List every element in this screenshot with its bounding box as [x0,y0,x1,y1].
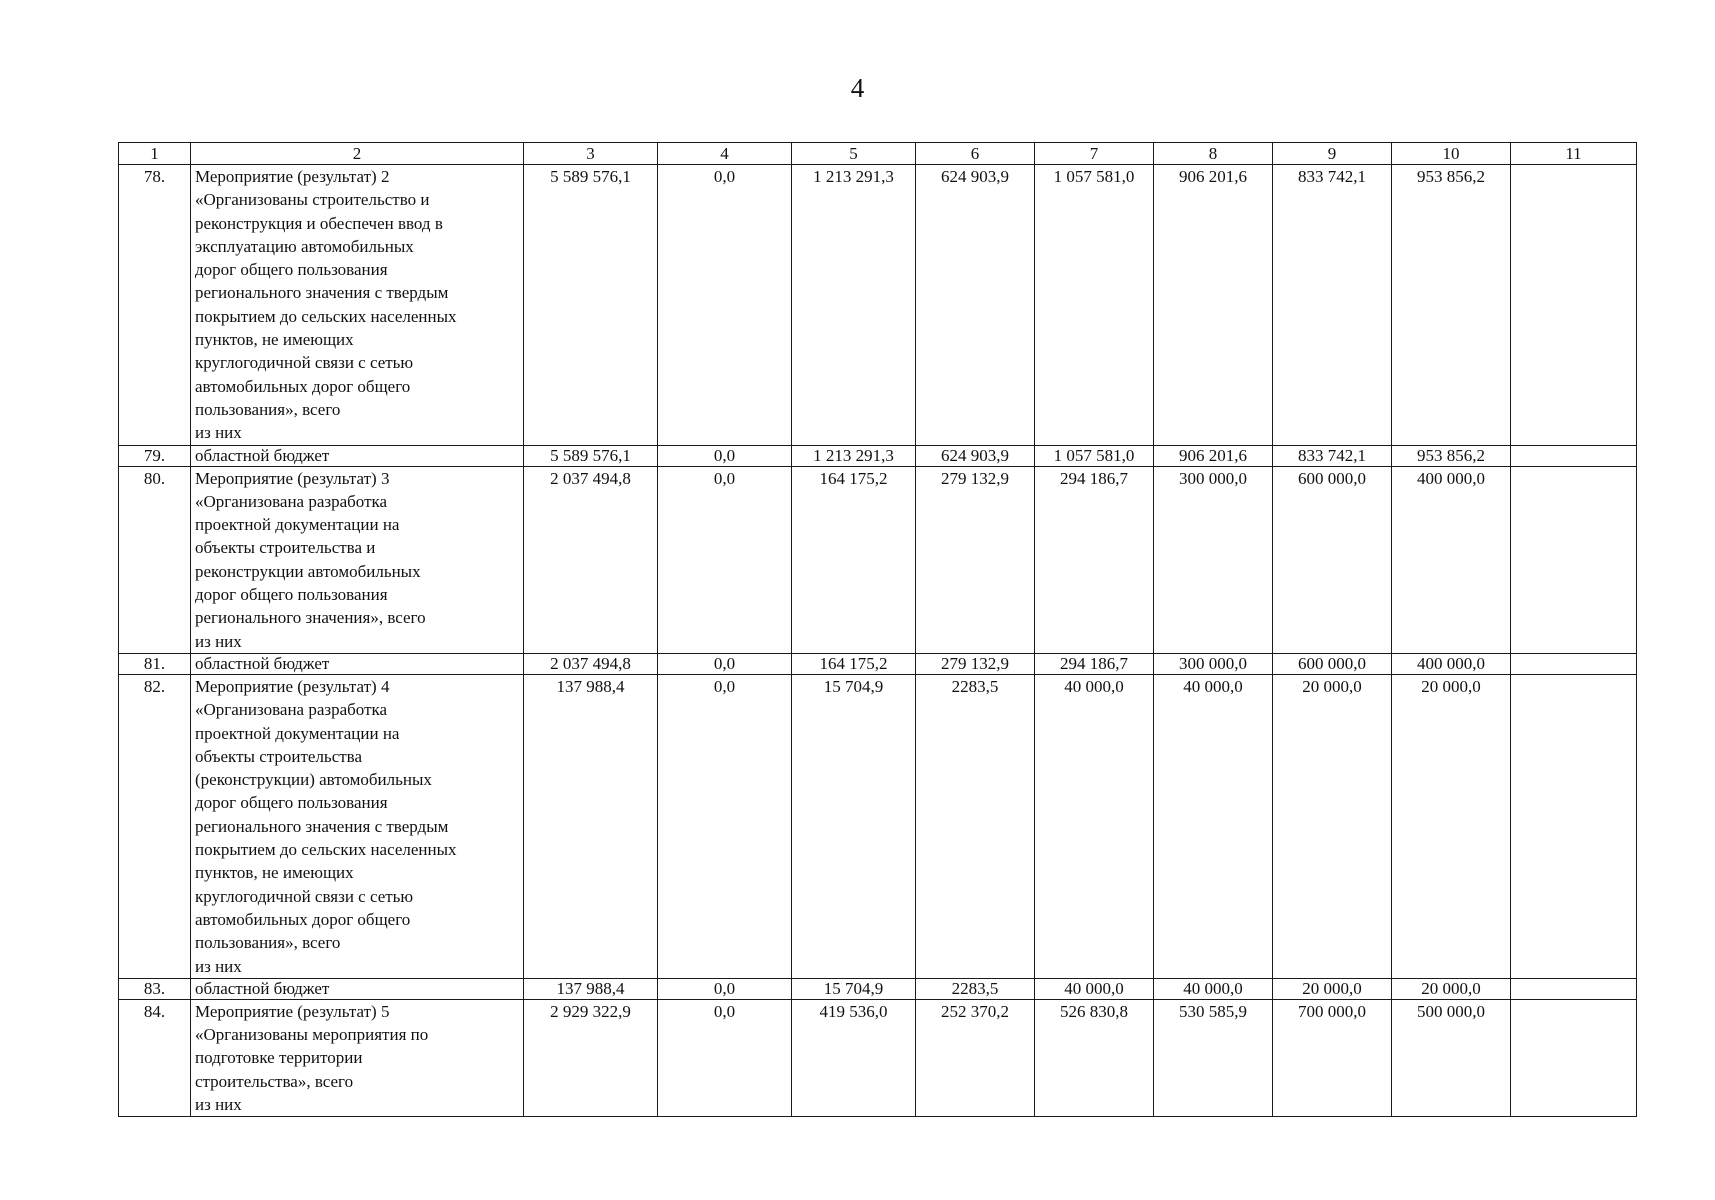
value-cell: 400 000,0 [1392,466,1511,653]
value-cell: 15 704,9 [792,674,916,978]
value-cell: 1 213 291,3 [792,165,916,446]
value-cell: 40 000,0 [1154,674,1273,978]
description-line: из них [195,631,242,651]
description-line: Мероприятие (результат) 5 [195,1001,390,1021]
value-cell: 279 132,9 [916,466,1035,653]
description-line: круглогодичной связи с сетью [195,886,414,906]
value-cell: 2283,5 [916,978,1035,999]
row-description [191,978,524,999]
row-description [191,466,524,653]
value-cell: 833 742,1 [1273,165,1392,446]
description-line: пользования», всего [195,399,341,419]
description-line: пользования», всего [195,933,341,953]
description-line: дорог общего пользования [195,585,388,605]
value-cell: 300 000,0 [1154,466,1273,653]
value-cell: 40 000,0 [1035,674,1154,978]
description-line: «Организована разработка [195,700,388,720]
row-description [191,674,524,978]
value-cell: 0,0 [658,466,792,653]
description-line: Мероприятие (результат) 2 [195,167,390,186]
value-cell: 600 000,0 [1273,466,1392,653]
value-cell: 279 132,9 [916,653,1035,674]
value-cell: 0,0 [658,653,792,674]
value-cell: 252 370,2 [916,999,1035,1116]
value-cell: 2 929 322,9 [524,999,658,1116]
value-cell: 15 704,9 [792,978,916,999]
row-description [191,999,524,1116]
value-cell: 40 000,0 [1154,978,1273,999]
table-row [119,999,1637,1116]
value-cell: 0,0 [658,165,792,446]
value-cell: 953 856,2 [1392,165,1511,446]
description-line: покрытием до сельских населенных [195,306,457,326]
row-description [191,653,524,674]
value-cell: 294 186,7 [1035,466,1154,653]
description-line: областной бюджет [195,978,330,998]
description-line: реконструкции автомобильных [195,561,421,581]
header-cell: 5 [792,143,916,165]
row-number: 78. [119,165,191,446]
description-line: подготовке территории [195,1048,363,1068]
value-cell: 0,0 [658,674,792,978]
value-cell [1511,978,1637,999]
value-cell: 20 000,0 [1392,674,1511,978]
row-number: 79. [119,445,191,466]
description-line: автомобильных дорог общего [195,909,411,929]
row-number: 80. [119,466,191,653]
header-row [119,143,1637,165]
row-description [191,165,524,446]
value-cell: 20 000,0 [1273,978,1392,999]
description-line: пунктов, не имеющих [195,863,354,883]
description-line: из них [195,956,242,976]
value-cell: 294 186,7 [1035,653,1154,674]
value-cell: 0,0 [658,999,792,1116]
description-line: проектной документации на [195,723,400,743]
description-line: «Организованы строительство и [195,190,430,210]
value-cell: 906 201,6 [1154,165,1273,446]
description-line: проектной документации на [195,515,400,535]
value-cell: 500 000,0 [1392,999,1511,1116]
value-cell: 300 000,0 [1154,653,1273,674]
value-cell: 164 175,2 [792,653,916,674]
description-line: объекты строительства и [195,538,376,558]
value-cell [1511,653,1637,674]
description-line: из них [195,1094,242,1114]
row-number: 84. [119,999,191,1116]
header-cell: 2 [191,143,524,165]
description-line: автомобильных дорог общего [195,376,411,396]
value-cell: 137 988,4 [524,674,658,978]
description-line: покрытием до сельских населенных [195,840,457,860]
value-cell: 624 903,9 [916,445,1035,466]
table-row [119,674,1637,978]
header-cell: 8 [1154,143,1273,165]
description-line: дорог общего пользования [195,260,388,280]
value-cell: 906 201,6 [1154,445,1273,466]
value-cell [1511,999,1637,1116]
value-cell: 5 589 576,1 [524,165,658,446]
value-cell: 20 000,0 [1273,674,1392,978]
description-line: строительства», всего [195,1071,354,1091]
header-cell: 4 [658,143,792,165]
description-line: областной бюджет [195,653,330,673]
description-line: «Организована разработка [195,491,388,511]
value-cell: 164 175,2 [792,466,916,653]
description-line: областной бюджет [195,445,330,465]
value-cell: 5 589 576,1 [524,445,658,466]
description-line: круглогодичной связи с сетью [195,353,414,373]
value-cell [1511,674,1637,978]
description-line: регионального значения», всего [195,608,426,628]
table-row [119,978,1637,999]
header-cell: 6 [916,143,1035,165]
description-line: Мероприятие (результат) 3 [195,468,390,488]
header-cell: 7 [1035,143,1154,165]
value-cell [1511,466,1637,653]
header-cell: 10 [1392,143,1511,165]
value-cell: 20 000,0 [1392,978,1511,999]
value-cell: 1 213 291,3 [792,445,916,466]
value-cell: 700 000,0 [1273,999,1392,1116]
table-row [119,653,1637,674]
table-row [119,165,1637,446]
page-number: 4 [850,73,865,103]
value-cell: 1 057 581,0 [1035,165,1154,446]
description-line: Мероприятие (результат) 4 [195,676,390,696]
row-description [191,445,524,466]
description-line: регионального значения с твердым [195,816,449,836]
description-line: эксплуатацию автомобильных [195,236,414,256]
value-cell [1511,445,1637,466]
value-cell: 0,0 [658,445,792,466]
value-cell: 400 000,0 [1392,653,1511,674]
value-cell [1511,165,1637,446]
value-cell: 953 856,2 [1392,445,1511,466]
description-line: (реконструкции) автомобильных [195,770,432,790]
table-row [119,445,1637,466]
value-cell: 1 057 581,0 [1035,445,1154,466]
header-cell: 9 [1273,143,1392,165]
description-line: объекты строительства [195,746,363,766]
value-cell: 833 742,1 [1273,445,1392,466]
header-cell: 1 [119,143,191,165]
value-cell: 40 000,0 [1035,978,1154,999]
value-cell: 526 830,8 [1035,999,1154,1116]
value-cell: 137 988,4 [524,978,658,999]
description-line: из них [195,423,242,443]
description-line: пунктов, не имеющих [195,330,354,350]
header-cell: 11 [1511,143,1637,165]
value-cell: 2 037 494,8 [524,653,658,674]
description-line: реконструкция и обеспечен ввод в [195,213,443,233]
description-line: дорог общего пользования [195,793,388,813]
value-cell: 2283,5 [916,674,1035,978]
value-cell: 624 903,9 [916,165,1035,446]
table-row [119,466,1637,653]
row-number: 81. [119,653,191,674]
row-number: 83. [119,978,191,999]
value-cell: 530 585,9 [1154,999,1273,1116]
description-line: «Организованы мероприятия по [195,1025,429,1045]
budget-table [118,142,1637,1117]
row-number: 82. [119,674,191,978]
value-cell: 600 000,0 [1273,653,1392,674]
value-cell: 0,0 [658,978,792,999]
value-cell: 419 536,0 [792,999,916,1116]
description-line: регионального значения с твердым [195,283,449,303]
value-cell: 2 037 494,8 [524,466,658,653]
table-body [119,165,1637,1117]
header-cell: 3 [524,143,658,165]
table-header [119,143,1637,165]
